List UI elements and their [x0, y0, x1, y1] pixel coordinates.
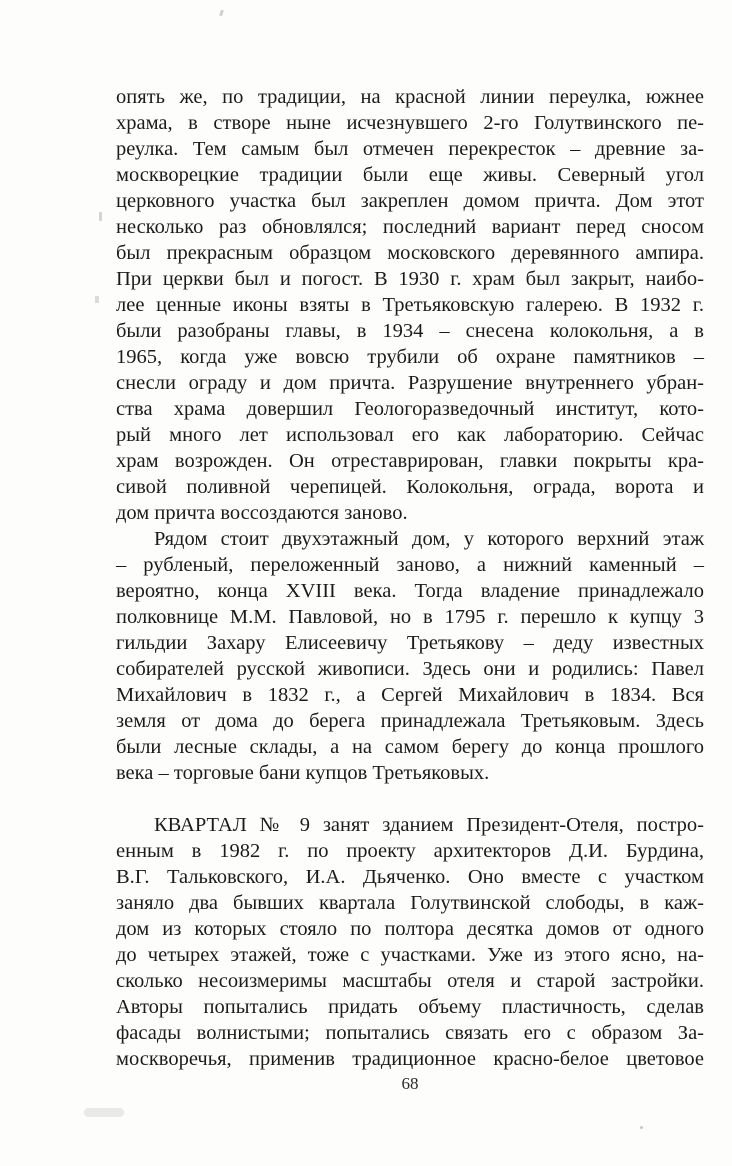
text-line: рый много лет использовал его как лабораторию. Сейчас	[116, 424, 704, 446]
text-line: были разобраны главы, в 1934 – снесена колокольня, а в	[116, 320, 704, 342]
text-line: церковного участка был закреплен домом причта. Дом этот	[116, 190, 704, 212]
text-line: сколько несоизмеримы масштабы отеля и старой застройки.	[116, 970, 704, 992]
text-line: 1965, когда уже вовсю трубили об охране памятников –	[116, 346, 704, 368]
text-line: до четырех этажей, тоже с участками. Уже из этого ясно, на-	[116, 944, 704, 966]
text-line: ства храма довершил Геологоразведочный институт, кото-	[116, 398, 704, 420]
scan-speck	[99, 212, 102, 221]
text-line: вероятно, конца XVIII века. Тогда владение принадлежало	[116, 580, 704, 602]
text-line: заняло два бывших квартала Голутвинской слободы, в каж-	[116, 892, 704, 914]
text-line: москворечья, применив традиционное красно-белое цветовое	[116, 1048, 704, 1070]
text-line: Авторы попытались придать объему пластичность, сделав	[116, 996, 704, 1018]
scan-speck	[95, 296, 99, 303]
text-line: полковнице М.М. Павловой, но в 1795 г. перешло к купцу 3	[116, 606, 704, 628]
text-line: несколько раз обновлялся; последний вариант перед сносом	[116, 216, 704, 238]
text-line: лее ценные иконы взяты в Третьяковскую галерею. В 1932 г.	[116, 294, 704, 316]
text-line: гильдии Захару Елисеевичу Третьякову – деду известных	[116, 632, 704, 654]
text-line: сивой поливной черепицей. Колокольня, ограда, ворота и	[116, 476, 704, 498]
text-line: – рубленый, переложенный заново, а нижний каменный –	[116, 554, 704, 576]
text-line: КВАРТАЛ № 9 занят зданием Президент-Отеля, постро-	[154, 814, 704, 836]
text-line: собирателей русской живописи. Здесь они и родились: Павел	[116, 658, 704, 680]
text-line: были лесные склады, а на самом берегу до конца прошлого	[116, 736, 704, 758]
scan-speck	[219, 10, 224, 17]
text-line: храм возрожден. Он отреставрирован, главки покрыты кра-	[116, 450, 704, 472]
text-line: был прекрасным образцом московского деревянного ампира.	[116, 242, 704, 264]
text-line: москворецкие традиции были еще живы. Северный угол	[116, 164, 704, 186]
text-line: века – торговые бани купцов Третьяковых.	[116, 762, 490, 784]
text-line: снесли ограду и дом причта. Разрушение внутреннего убран-	[116, 372, 704, 394]
paragraph-1	[116, 84, 704, 526]
paragraph-2	[116, 526, 704, 786]
page-number: 68	[401, 1074, 419, 1093]
scan-speck	[84, 1108, 124, 1117]
text-line: При церкви был и погост. В 1930 г. храм был закрыт, наибо-	[116, 268, 704, 290]
scan-speck	[640, 1126, 643, 1129]
text-line: дом причта воссоздаются заново.	[116, 502, 408, 524]
text-line: храма, в створе ныне исчезнувшего 2-го Голутвинского пе-	[116, 112, 704, 134]
page-text-block	[116, 84, 704, 1072]
text-line: енным в 1982 г. по проекту архитекторов Д.И. Бурдина,	[116, 840, 704, 862]
text-line: земля от дома до берега принадлежала Третьяковым. Здесь	[116, 710, 704, 732]
text-line: дом из которых стояло по полтора десятка домов от одного	[116, 918, 704, 940]
text-line: Михайлович в 1832 г., а Сергей Михайлович в 1834. Вся	[116, 684, 704, 706]
paragraph-3	[116, 812, 704, 1072]
text-line: Рядом стоит двухэтажный дом, у которого верхний этаж	[154, 528, 704, 550]
text-line: фасады волнистыми; попытались связать его с образом За-	[116, 1022, 704, 1044]
text-line: опять же, по традиции, на красной линии переулка, южнее	[116, 86, 704, 108]
text-line: В.Г. Тальковского, И.А. Дьяченко. Оно вместе с участком	[116, 866, 704, 888]
text-line: реулка. Тем самым был отмечен перекресток – древние за-	[116, 138, 704, 160]
